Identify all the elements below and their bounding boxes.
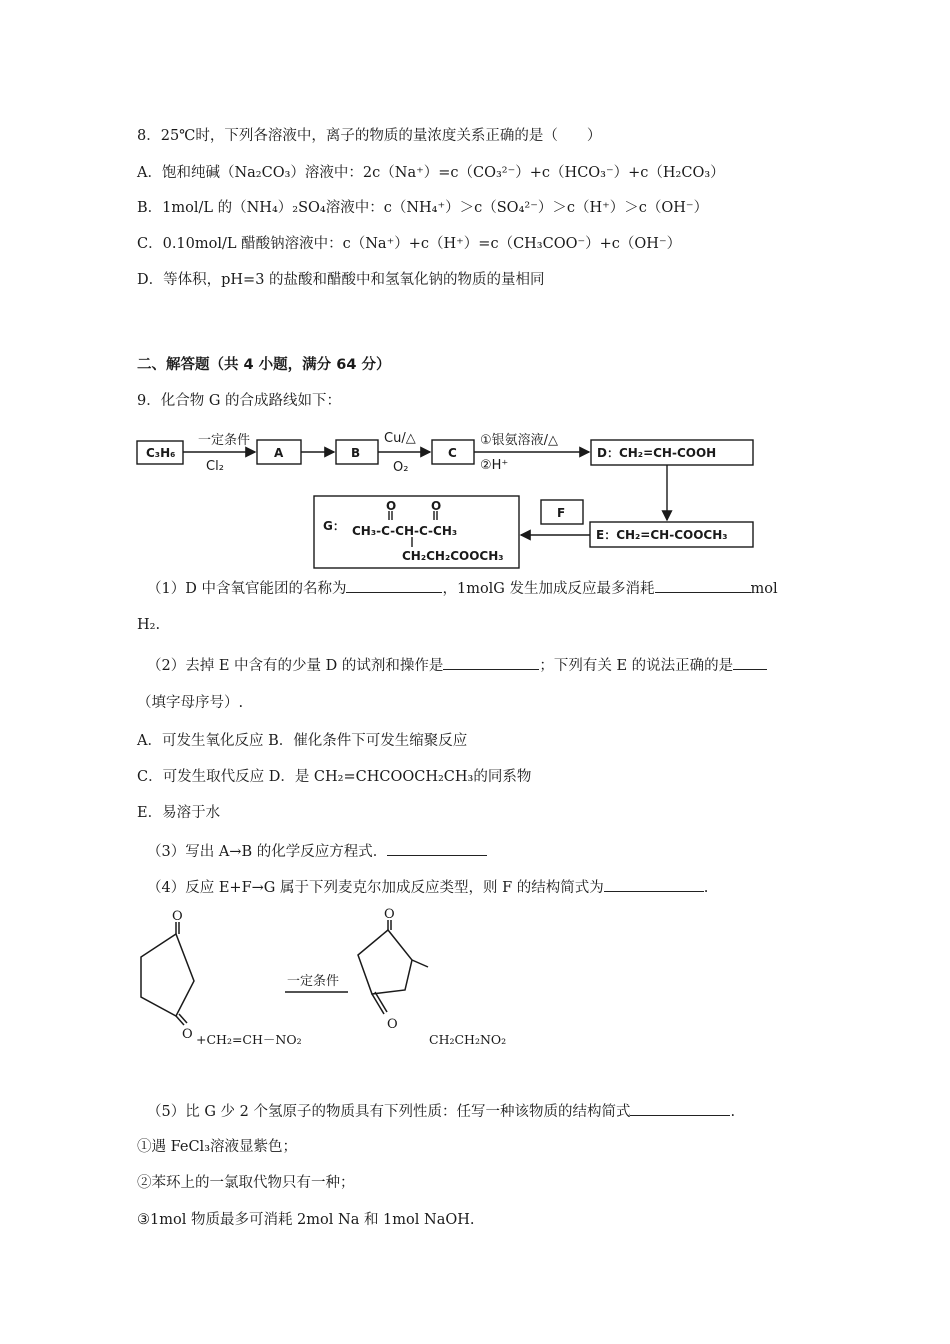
g-label: G：: [323, 519, 345, 533]
c-label: C: [448, 446, 457, 460]
answer-blank[interactable]: [733, 654, 767, 670]
q9-part5-property-1: ①遇 FeCl₃溶液显紫色；: [137, 1139, 298, 1155]
q9-part3-text: （3）写出 A→B 的化学反应方程式．: [147, 844, 388, 860]
product-o-bottom: O: [387, 1017, 398, 1032]
answer-blank[interactable]: [604, 876, 704, 892]
answer-blank[interactable]: [630, 1100, 730, 1116]
g-line2: CH₂CH₂COOCH₃: [402, 549, 504, 563]
answer-blank[interactable]: [346, 577, 442, 593]
c3h6-label: C₃H₆: [146, 446, 176, 460]
q9-part4: [147, 876, 708, 898]
q9-part1-text-b: ，1molG 发生加成反应最多消耗: [442, 581, 655, 597]
q9-part2-text-b: ；下列有关 E 的说法正确的是: [539, 658, 734, 674]
cond1-bot: Cl₂: [206, 459, 224, 474]
q8-stem: 8．25℃时，下列各溶液中，离子的物质的量浓度关系正确的是（ ）: [137, 128, 602, 144]
q9-part4-text-b: .: [703, 880, 709, 896]
q9-part2-text-a: （2）去掉 E 中含有的少量 D 的试剂和操作是: [147, 658, 444, 674]
q9-part5-text-b: .: [730, 1104, 736, 1120]
answer-blank[interactable]: [655, 577, 751, 593]
q9-part5-property-2: ②苯环上的一氯取代物只有一种；: [137, 1175, 355, 1191]
cond3-top: ①银氨溶液/△: [480, 433, 559, 448]
f-label: F: [557, 506, 566, 520]
reactant-ring: [141, 934, 194, 1016]
reaction-condition: 一定条件: [287, 974, 340, 989]
q9-part4-text-a: （4）反应 E+F→G 属于下列麦克尔加成反应类型，则 F 的结构简式为: [147, 880, 604, 896]
cond3-bot: ②H⁺: [480, 458, 509, 473]
q9-part2-option-e: E．易溶于水: [137, 805, 221, 821]
answer-blank[interactable]: [443, 654, 539, 670]
q9-stem: 9．化合物 G 的合成路线如下：: [137, 393, 342, 409]
cond1-top: 一定条件: [198, 433, 251, 448]
q9-part2: [147, 654, 767, 676]
synthesis-scheme: [0, 0, 950, 580]
answer-blank[interactable]: [387, 840, 487, 856]
a-label: A: [274, 446, 284, 460]
product-substituent: CH₂CH₂NO₂: [429, 1032, 507, 1047]
q8-option-c: C．0.10mol/L 醋酸钠溶液中：c（Na⁺）+c（H⁺）=c（CH₃COO⁻）+c（OH⁻）: [137, 236, 682, 252]
q9-part5: [147, 1100, 735, 1122]
q9-part3: [147, 840, 487, 862]
d-label: D：CH₂=CH-COOH: [597, 446, 717, 460]
cond2-bot: O₂: [393, 460, 409, 475]
q9-part2-options-cd: C．可发生取代反应 D．是 CH₂=CHCOOCH₂CH₃的同系物: [137, 769, 532, 785]
q8-option-d: D．等体积，pH=3 的盐酸和醋酸中和氢氧化钠的物质的量相同: [137, 272, 545, 288]
cond2-top: Cu/△: [384, 431, 416, 446]
g-o1: O: [386, 499, 397, 513]
product-ring: [358, 930, 412, 994]
q9-part1-text-c: mol: [750, 581, 778, 597]
q8-option-a: A．饱和纯碱（Na₂CO₃）溶液中：2c（Na⁺）=c（CO₃²⁻）+c（HCO₃⁻）+c（H₂CO₃）: [137, 165, 725, 181]
q9-part2-options-ab: A．可发生氧化反应 B．催化条件下可发生缩聚反应: [137, 733, 468, 749]
q9-part5-text-a: （5）比 G 少 2 个氢原子的物质具有下列性质：任写一种该物质的结构简式: [147, 1104, 631, 1120]
g-o2: O: [431, 499, 442, 513]
q9-part2-cont: （填字母序号）.: [137, 695, 244, 711]
q9-part5-property-3: ③1mol 物质最多可消耗 2mol Na 和 1mol NaOH.: [137, 1212, 475, 1228]
g-line1: CH₃-C-CH-C-CH₃: [352, 524, 458, 538]
q9-part1: [147, 577, 778, 599]
q8-option-b: B．1mol/L 的（NH₄）₂SO₄溶液中：c（NH₄⁺）＞c（SO₄²⁻）＞c（H⁺）＞c（OH⁻）: [137, 200, 709, 216]
section-title: 二、解答题（共 4 小题，满分 64 分）: [137, 357, 391, 373]
reactant-o-bottom: O: [182, 1027, 193, 1042]
e-label: E：CH₂=CH-COOCH₃: [596, 528, 728, 542]
b-label: B: [351, 446, 361, 460]
product-o-top: O: [384, 907, 395, 922]
nitroethylene-reagent: +CH₂=CH－NO₂: [196, 1032, 302, 1047]
reactant-o-top: O: [172, 909, 183, 924]
q9-part1-cont: H₂.: [137, 617, 161, 633]
q9-part1-text-a: （1）D 中含氧官能团的名称为: [147, 581, 347, 597]
